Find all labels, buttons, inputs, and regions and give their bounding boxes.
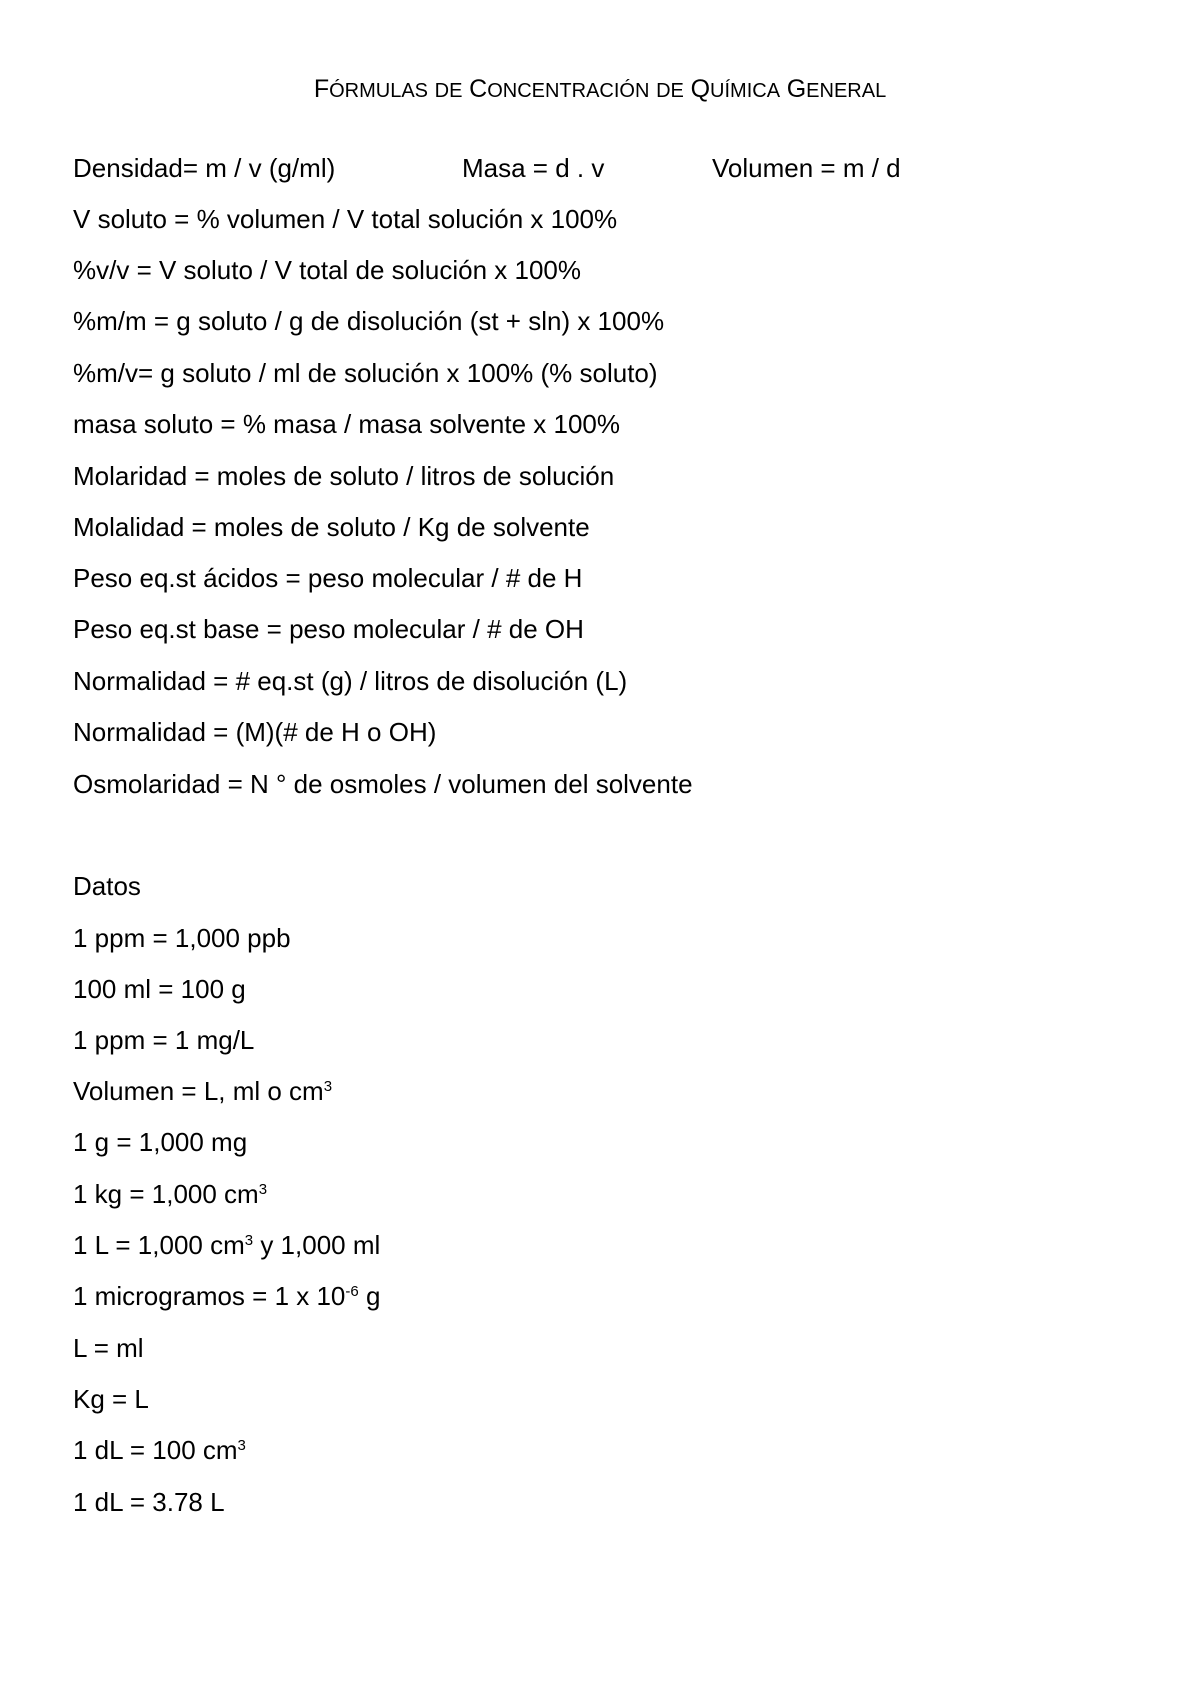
mass-formula: Masa = d . v (462, 153, 605, 183)
datos-item: 100 ml = 100 g (73, 974, 246, 1004)
basic-formulas-row (73, 152, 1123, 184)
formula-line: Molalidad = moles de soluto / Kg de solvente (73, 512, 590, 542)
formula-line: Molaridad = moles de soluto / litros de solución (73, 461, 615, 491)
datos-item: 1 g = 1,000 mg (73, 1127, 248, 1157)
datos-item: 1 dL = 3.78 L (73, 1487, 225, 1517)
title-word: CONCENTRACIÓN (469, 75, 650, 103)
formula-line: V soluto = % volumen / V total solución x 100% (73, 204, 618, 234)
volume-formula: Volumen = m / d (712, 153, 901, 183)
formula-line: Peso eq.st ácidos = peso molecular / # de H (73, 563, 583, 593)
title-word: DE (656, 80, 684, 102)
datos-item: 1 dL = 100 $cm^3$ (73, 1435, 246, 1465)
formula-line: Peso eq.st base = peso molecular / # de OH (73, 614, 584, 644)
datos-item: 1 ppm = 1,000 ppb (73, 923, 291, 953)
formula-line: Normalidad = (M)(# de H o OH) (73, 717, 437, 747)
datos-item: L = ml (73, 1333, 144, 1363)
datos-item: 1 ppm = 1 mg/L (73, 1025, 255, 1055)
page-title (0, 74, 1200, 106)
datos-item: 1 kg = 1,000 $cm^3$ (73, 1179, 268, 1209)
title-word: FÓRMULAS (313, 75, 428, 103)
density-formula: Densidad= m / v (g/ml) (73, 153, 336, 183)
datos-item: Kg = L (73, 1384, 149, 1414)
title-word: QUÍMICA (690, 75, 781, 103)
formula-line: masa soluto = % masa / masa solvente x 100% (73, 409, 620, 439)
title-word: GENERAL (786, 75, 887, 103)
formula-line: %m/v= g soluto / ml de solución x 100% (% soluto) (73, 358, 658, 388)
formula-line: %v/v = V soluto / V total de solución x 100% (73, 255, 582, 285)
datos-item: Volumen = L, ml o $cm^3$ (73, 1076, 333, 1106)
datos-item: 1 L = 1,000 $cm^3$ y 1,000 ml (73, 1230, 381, 1260)
formula-line: Osmolaridad = N ° de osmoles / volumen del solvente (73, 769, 693, 799)
title-word: DE (434, 80, 463, 102)
datos-item: 1 microgramos = 1 x $10^{-6}$ g (73, 1281, 381, 1311)
datos-heading: Datos (73, 871, 141, 901)
formula-line: %m/m = g soluto / g de disolución (st + sln) x 100% (73, 306, 665, 336)
formula-line: Normalidad = # eq.st (g) / litros de disolución (L) (73, 666, 628, 696)
